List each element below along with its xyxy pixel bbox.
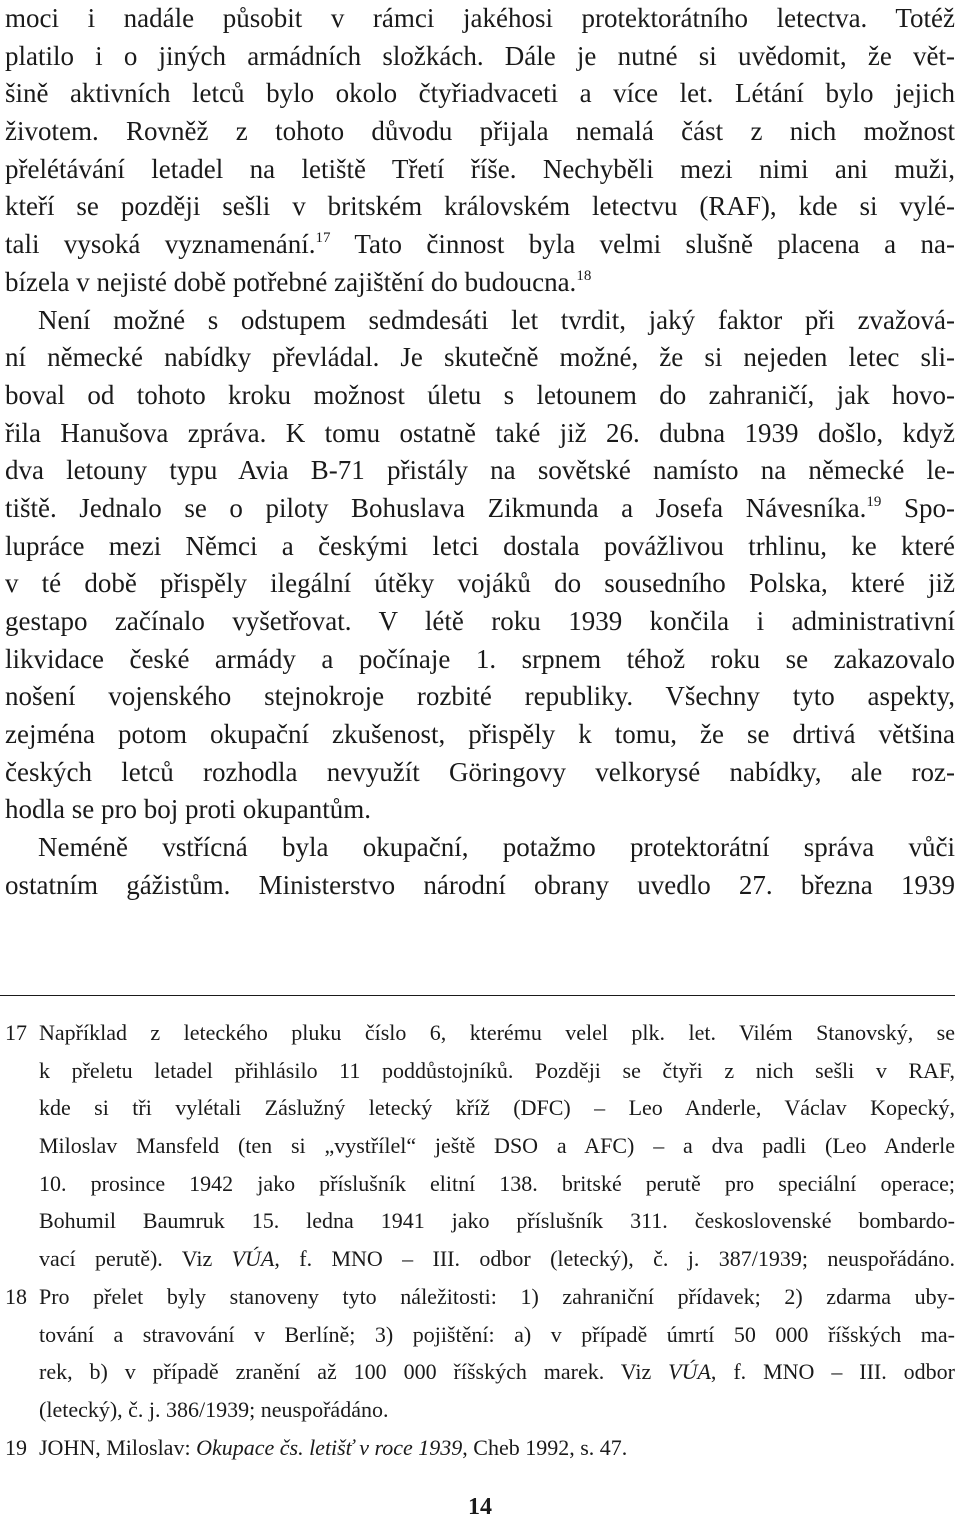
archive-abbrev: VÚA <box>668 1359 711 1385</box>
footnote-line <box>39 1429 955 1467</box>
text-line: nošení vojenského stejnokroje rozbité republiky. Všechny tyto aspekty, <box>5 681 955 712</box>
text-line: ní německé nabídky převládal. Je skutečně možné, že si nejeden letec sli- <box>5 342 955 373</box>
footnote-ref-18[interactable]: 18 <box>576 267 592 284</box>
footnote-line: k přeletu letadel přihlásilo 11 poddůstojníků. Později se čtyři z nich sešli v RAF, <box>39 1057 955 1083</box>
footnote-line: Bohumil Baumruk 15. ledna 1941 jako příslušník 311. československé bombardo- <box>39 1208 955 1234</box>
text-line: přelétávání letadel na letiště Třetí říše. Nechyběli mezi nimi ani muži, <box>5 153 955 184</box>
text-segment: Tato činnost byla velmi slušně placena a na- <box>330 229 956 260</box>
text-line: Neméně vstřícná byla okupační, potažmo protektorátní správa vůči <box>38 832 955 863</box>
footnote-19 <box>5 1429 955 1467</box>
footnote-line: kde si tři vylétali Záslužný letecký kříž (DFC) – Leo Anderle, Václav Kopecký, <box>39 1095 955 1121</box>
page <box>5 0 955 905</box>
text-line: boval od tohoto kroku možnost úletu s letounem do zahraničí, jak hovo- <box>5 379 955 410</box>
text-line <box>5 264 955 302</box>
text-line: moci i nadále působit v rámci jakéhosi protektorátního letectva. Totéž <box>5 3 955 33</box>
text-line: likvidace české armády a počínaje 1. srpnem téhož roku se zakazovalo <box>5 643 955 674</box>
archive-abbrev: VÚA <box>231 1246 275 1272</box>
footnote-line: Například z leteckého pluku číslo 6, kterému velel plk. let. Vilém Stanovský, se <box>39 1020 955 1045</box>
footnote-number: 17 <box>5 1020 27 1045</box>
footnote-line: Pro přelet byly stanoveny tyto náležitosti: 1) zahraniční přídavek; 2) zdarma uby- <box>39 1283 955 1309</box>
text-segment: JOHN, Miloslav: <box>39 1434 197 1460</box>
text-segment: , f. MNO – III. odbor (letecký), č. j. 387/1939; neuspořádáno. <box>274 1246 956 1272</box>
text-line <box>5 490 955 528</box>
text-line: řila Hanušova zpráva. K tomu ostatně také již 26. dubna 1939 došlo, když <box>5 417 955 448</box>
text-segment: tiště. Jednalo se o piloty Bohuslava Zikmunda a Josefa Návesníka. <box>5 492 867 523</box>
footnote-ref-19[interactable]: 19 <box>866 493 882 510</box>
text-segment: , Cheb 1992, s. 47. <box>462 1434 628 1460</box>
footnote-line: Miloslav Mansfeld (ten si „vystřílel“ ještě DSO a AFC) – a dva padli (Leo Anderle <box>39 1133 955 1159</box>
text-line: Není možné s odstupem sedmdesáti let tvrdit, jaký faktor při zvažová- <box>38 304 955 335</box>
footnote-line: tování a stravování v Berlíně; 3) pojištění: a) v případě úmrtí 50 000 říšských ma- <box>39 1321 955 1347</box>
text-line: šině aktivních letců bylo okolo čtyřiadvaceti a více let. Létání bylo jejich <box>5 78 955 109</box>
text-line: kteří se později sešli v britském královském letectvu (RAF), kde si vylé- <box>5 191 955 222</box>
text-line: lupráce mezi Němci a českými letci dostala povážlivou trhlinu, ke které <box>5 530 955 561</box>
footnote-number: 19 <box>5 1434 27 1460</box>
page-number: 14 <box>468 1494 492 1520</box>
text-segment: Spo- <box>881 492 955 523</box>
text-segment: bízela v nejisté době potřebné zajištění do budoucna. <box>5 266 577 297</box>
main-text <box>5 0 955 905</box>
text-segment: , f. MNO – III. odbor <box>710 1359 955 1385</box>
text-segment: tali vysoká vyznamenání. <box>5 229 316 260</box>
book-title: Okupace čs. letišť v roce 1939 <box>196 1434 463 1460</box>
text-segment: rek, b) v případě zranění až 100 000 říšských marek. Viz <box>39 1359 669 1385</box>
text-line: hodla se pro boj proti okupantům. <box>5 794 371 825</box>
footnotes <box>5 1014 955 1466</box>
text-line <box>5 226 955 264</box>
footnote-line <box>39 1353 955 1391</box>
footnote-divider <box>0 995 955 996</box>
text-line: ostatním gážistům. Ministerstvo národní obrany uvedlo 27. března 1939 <box>5 869 955 900</box>
text-line: životem. Rovněž z tohoto důvodu přijala nemalá část z nich možnost <box>5 116 955 147</box>
footnote-number: 18 <box>5 1283 27 1309</box>
text-line: gestapo začínalo vyšetřovat. V létě roku 1939 končila i administrativní <box>5 606 955 636</box>
footnote-ref-17[interactable]: 17 <box>315 230 331 247</box>
text-line: v té době přispěly ilegální útěky vojáků do sousedního Polska, které již <box>5 568 955 599</box>
footnote-line: (letecký), č. j. 386/1939; neuspořádáno. <box>39 1396 389 1422</box>
text-line: českých letců rozhodla nevyužít Göringovy velkorysé nabídky, ale roz- <box>5 756 955 787</box>
footnote-17 <box>5 1014 955 1278</box>
footnote-line <box>39 1240 955 1278</box>
text-line: platilo i o jiných armádních složkách. Dále je nutné si uvědomit, že vět- <box>5 40 955 71</box>
text-segment: vací perutě). Viz <box>39 1246 232 1272</box>
text-line: dva letouny typu Avia B-71 přistály na sovětské namísto na německé le- <box>5 455 955 486</box>
footnote-line: 10. prosince 1942 jako příslušník elitní 138. britské perutě pro speciální operace; <box>39 1170 955 1196</box>
footnote-18 <box>5 1278 955 1429</box>
text-line: zejména potom okupační zkušenost, přispěly k tomu, že se drtivá většina <box>5 719 955 750</box>
